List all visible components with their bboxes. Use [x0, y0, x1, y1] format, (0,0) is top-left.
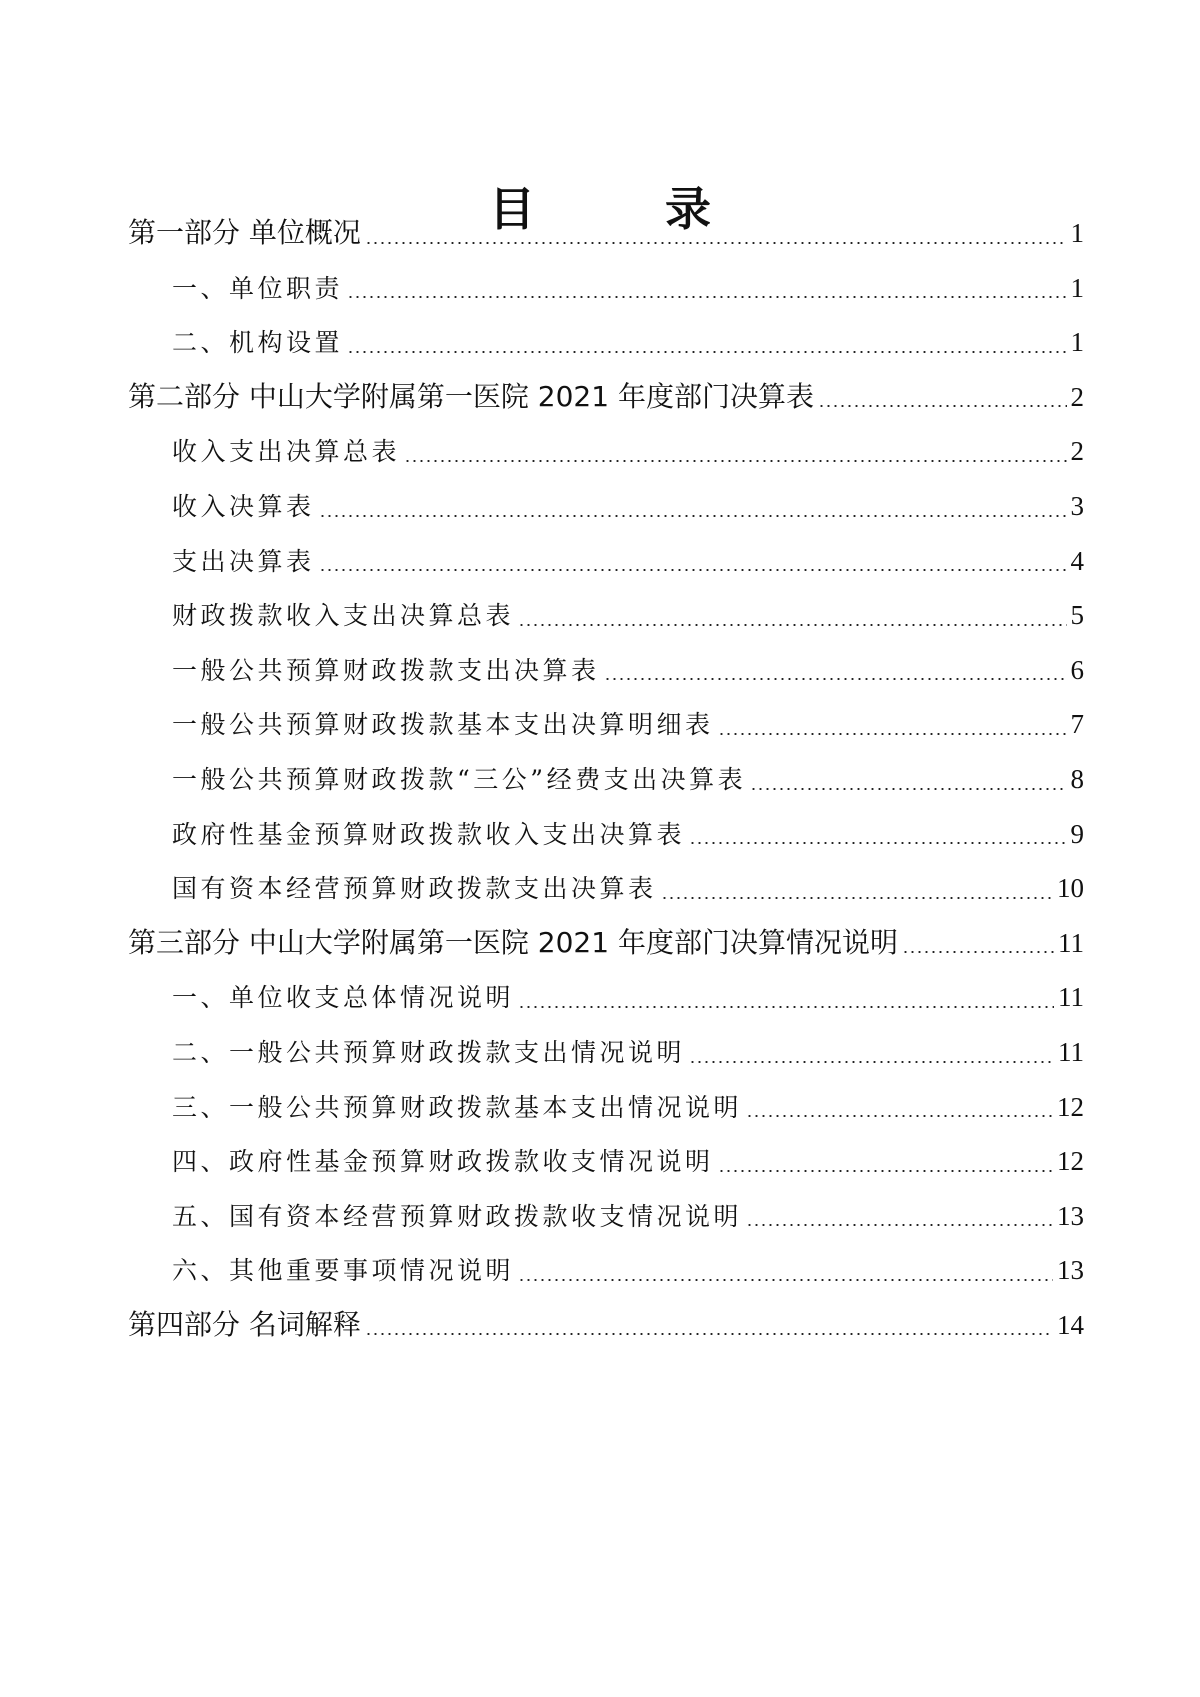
- toc-section-entry[interactable]: [128, 479, 1084, 534]
- toc-entry-label: 六、其他重要事项情况说明: [172, 1256, 515, 1286]
- toc-section-entry[interactable]: [128, 807, 1084, 862]
- toc-section-entry[interactable]: [128, 1080, 1084, 1135]
- toc-section-entry[interactable]: [128, 643, 1084, 698]
- dot-leader: [404, 460, 1066, 462]
- toc-entry-label: 二、机构设置: [172, 328, 344, 358]
- dot-leader: [718, 1170, 1053, 1172]
- toc-page-number: 11: [1058, 1036, 1084, 1067]
- dot-leader: [365, 1333, 1053, 1335]
- toc-section-entry[interactable]: [128, 697, 1084, 752]
- toc-entry-label: 第二部分 中山大学附属第一医院 2021 年度部门决算表: [128, 379, 814, 413]
- toc-entry-label: 二、一般公共预算财政拨款支出情况说明: [172, 1037, 686, 1067]
- toc-entry-label: 一般公共预算财政拨款“三公”经费支出决算表: [172, 764, 747, 794]
- toc-part-entry[interactable]: [128, 916, 1084, 971]
- toc-entry-label: 一般公共预算财政拨款支出决算表: [172, 655, 600, 685]
- toc-page-number: 11: [1058, 982, 1084, 1013]
- toc-section-entry[interactable]: [128, 588, 1084, 643]
- dot-leader: [902, 951, 1054, 953]
- toc-section-entry[interactable]: [128, 261, 1084, 316]
- toc-page-number: 5: [1070, 600, 1084, 631]
- dot-leader: [319, 569, 1067, 571]
- dot-leader: [347, 351, 1066, 353]
- page-title: 目 录: [489, 181, 753, 236]
- dot-leader: [746, 1224, 1053, 1226]
- toc-section-entry[interactable]: [128, 752, 1084, 807]
- dot-leader: [661, 897, 1053, 899]
- table-of-contents: [128, 206, 1084, 1352]
- toc-entry-label: 三、一般公共预算财政拨款基本支出情况说明: [172, 1092, 743, 1122]
- toc-section-entry[interactable]: [128, 1189, 1084, 1244]
- dot-leader: [518, 1279, 1053, 1281]
- dot-leader: [319, 515, 1067, 517]
- toc-page-number: 4: [1070, 545, 1084, 576]
- toc-page-number: 6: [1070, 654, 1084, 685]
- toc-section-entry[interactable]: [128, 970, 1084, 1025]
- toc-entry-label: 第三部分 中山大学附属第一医院 2021 年度部门决算情况说明: [128, 925, 898, 959]
- toc-page-number: 1: [1070, 218, 1084, 248]
- toc-page-number: 12: [1057, 1091, 1084, 1122]
- toc-page-number: 10: [1057, 873, 1084, 904]
- toc-section-entry[interactable]: [128, 315, 1084, 370]
- toc-entry-label: 第一部分 单位概况: [128, 216, 361, 249]
- dot-leader: [365, 242, 1067, 244]
- toc-entry-label: 政府性基金预算财政拨款收入支出决算表: [172, 819, 686, 849]
- dot-leader: [689, 1061, 1054, 1063]
- dot-leader: [518, 1006, 1054, 1008]
- toc-page-number: 2: [1070, 436, 1084, 467]
- toc-section-entry[interactable]: [128, 1134, 1084, 1189]
- toc-page-number: 9: [1070, 818, 1084, 849]
- dot-leader: [746, 1115, 1053, 1117]
- dot-leader: [518, 624, 1066, 626]
- toc-section-entry[interactable]: [128, 424, 1084, 479]
- toc-entry-label: 第四部分 名词解释: [128, 1307, 361, 1341]
- toc-page-number: 1: [1070, 327, 1084, 358]
- toc-page-number: 13: [1057, 1255, 1084, 1286]
- dot-leader: [689, 842, 1066, 844]
- toc-entry-label: 一、单位职责: [172, 273, 344, 303]
- toc-entry-label: 支出决算表: [172, 546, 315, 576]
- toc-part-entry[interactable]: [128, 206, 1084, 261]
- toc-page-number: 2: [1070, 381, 1084, 412]
- dot-leader: [818, 405, 1067, 407]
- toc-entry-label: 一般公共预算财政拨款基本支出决算明细表: [172, 710, 714, 740]
- toc-page-number: 14: [1057, 1309, 1084, 1340]
- toc-entry-label: 收入决算表: [172, 491, 315, 521]
- toc-entry-label: 财政拨款收入支出决算总表: [172, 601, 515, 631]
- toc-entry-label: 四、政府性基金预算财政拨款收支情况说明: [172, 1147, 714, 1177]
- dot-leader: [718, 733, 1067, 735]
- toc-entry-label: 一、单位收支总体情况说明: [172, 983, 515, 1013]
- toc-page-number: 12: [1057, 1146, 1084, 1177]
- toc-page-number: 8: [1070, 763, 1084, 794]
- toc-section-entry[interactable]: [128, 1243, 1084, 1298]
- toc-page-number: 1: [1070, 272, 1084, 303]
- dot-leader: [750, 788, 1066, 790]
- toc-page-number: 11: [1058, 927, 1084, 958]
- toc-part-entry[interactable]: [128, 370, 1084, 425]
- toc-page-number: 7: [1070, 709, 1084, 740]
- toc-page-number: 3: [1070, 490, 1084, 521]
- dot-leader: [604, 678, 1067, 680]
- toc-entry-label: 国有资本经营预算财政拨款支出决算表: [172, 874, 657, 904]
- toc-section-entry[interactable]: [128, 861, 1084, 916]
- toc-entry-label: 收入支出决算总表: [172, 437, 401, 467]
- toc-page-number: 13: [1057, 1200, 1084, 1231]
- toc-section-entry[interactable]: [128, 534, 1084, 589]
- toc-part-entry[interactable]: [128, 1298, 1084, 1353]
- toc-section-entry[interactable]: [128, 1025, 1084, 1080]
- dot-leader: [347, 296, 1066, 298]
- toc-entry-label: 五、国有资本经营预算财政拨款收支情况说明: [172, 1201, 743, 1231]
